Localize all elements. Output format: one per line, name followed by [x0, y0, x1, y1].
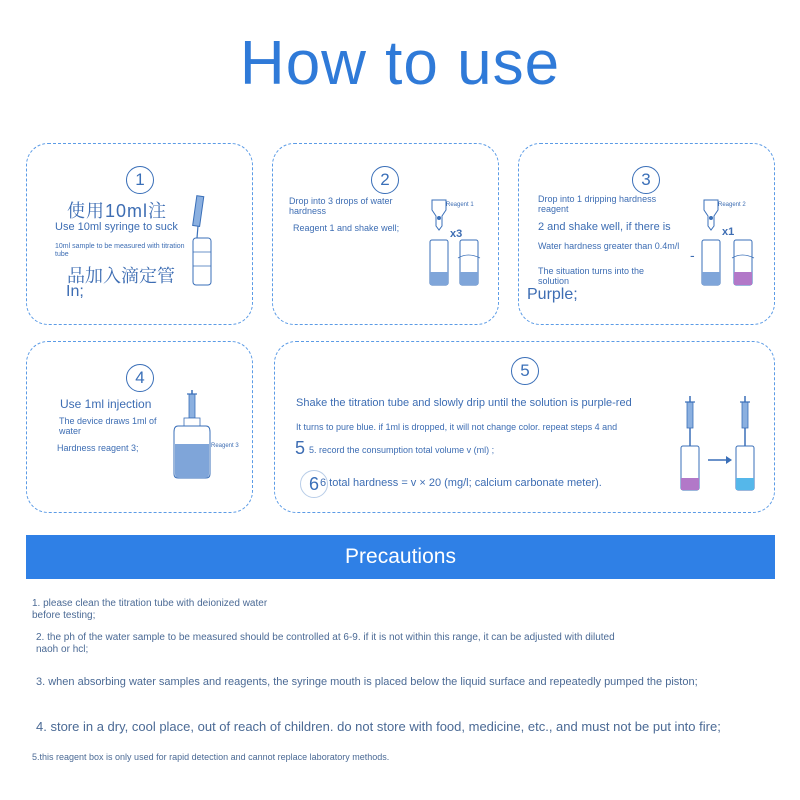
titration-color-change-illustration	[678, 394, 763, 494]
step-number-3: 3	[632, 166, 660, 194]
step3-line1: Drop into 1 dripping hardness reagent	[538, 194, 657, 214]
step6-number: 6	[300, 470, 328, 498]
step3-line4: The situation turns into the solution	[538, 266, 645, 284]
dropper-purple-tube-illustration	[700, 198, 760, 293]
step3-line3: Water hardness greater than 0.4m/l	[538, 241, 680, 251]
step5-big-number: 5	[295, 438, 306, 458]
dropper-and-tubes-illustration	[428, 198, 488, 293]
step-number-2: 2	[371, 166, 399, 194]
reagent1-label: Reagent 1	[446, 202, 474, 208]
step1-en-line2: In;	[66, 283, 84, 300]
step3-line2: 2 and shake well, if there is	[538, 221, 671, 233]
step1-small-text: 10ml sample to be measured with titration tube	[55, 243, 185, 258]
syringe-with-tube-illustration	[188, 194, 218, 289]
step2-line1: Drop into 3 drops of water hardness	[289, 196, 393, 216]
precaution-item-4: 4. store in a dry, cool place, out of reach of children. do not store with food, medicine, etc., and must not be put into fire;	[36, 719, 721, 734]
step4-line1: Use 1ml injection	[60, 397, 152, 411]
precaution-item-2: 2. the ph of the water sample to be measured should be controlled at 6-9. if it is not within this range, it can be adjusted with diluted naoh or hcl;	[36, 632, 615, 655]
step4-line3: Hardness reagent 3;	[57, 443, 139, 453]
step1-cn-line2: 品加入滴定管	[67, 266, 175, 286]
step5-line2: It turns to pure blue. if 1ml is dropped, it will not change color. repeat steps 4 and	[296, 422, 618, 432]
step1-cn-line1: 使用10ml注	[67, 201, 168, 221]
step1-en-line1: Use 10ml syringe to suck	[55, 221, 178, 233]
syringe-bottle-illustration	[170, 388, 215, 483]
step-number-1: 1	[126, 166, 154, 194]
step-number-4: 4	[126, 364, 154, 392]
drop-count-x3: x3	[450, 228, 463, 240]
precaution-item-1: 1. please clean the titration tube with deionized water before testing;	[32, 598, 268, 621]
precautions-heading: Precautions	[26, 535, 775, 579]
page-title: How to use	[239, 29, 561, 98]
precaution-item-5: 5.this reagent box is only used for rapid detection and cannot replace laboratory methods.	[32, 752, 390, 762]
reagent2-label: Reagent 2	[718, 202, 746, 208]
step5-line3: 5. record the consumption total volume v (ml) ;	[309, 445, 495, 455]
step4-line2: The device draws 1ml of water	[59, 416, 157, 436]
reagent3-label: Reagent 3	[211, 443, 239, 449]
drop-count-x1: x1	[722, 226, 735, 238]
step6-formula: 6 total hardness = v × 20 (mg/l; calcium carbonate meter).	[320, 477, 602, 489]
precaution-item-3: 3. when absorbing water samples and reagents, the syringe mouth is placed below the liquid surface and repeatedly pumped the piston;	[36, 676, 698, 688]
step5-line1: Shake the titration tube and slowly drip until the solution is purple-red	[296, 397, 632, 409]
step-number-5: 5	[511, 357, 539, 385]
step3-line5: Purple;	[527, 286, 578, 303]
step3-dash: -	[690, 247, 695, 263]
step2-line2: Reagent 1 and shake well;	[293, 223, 400, 233]
